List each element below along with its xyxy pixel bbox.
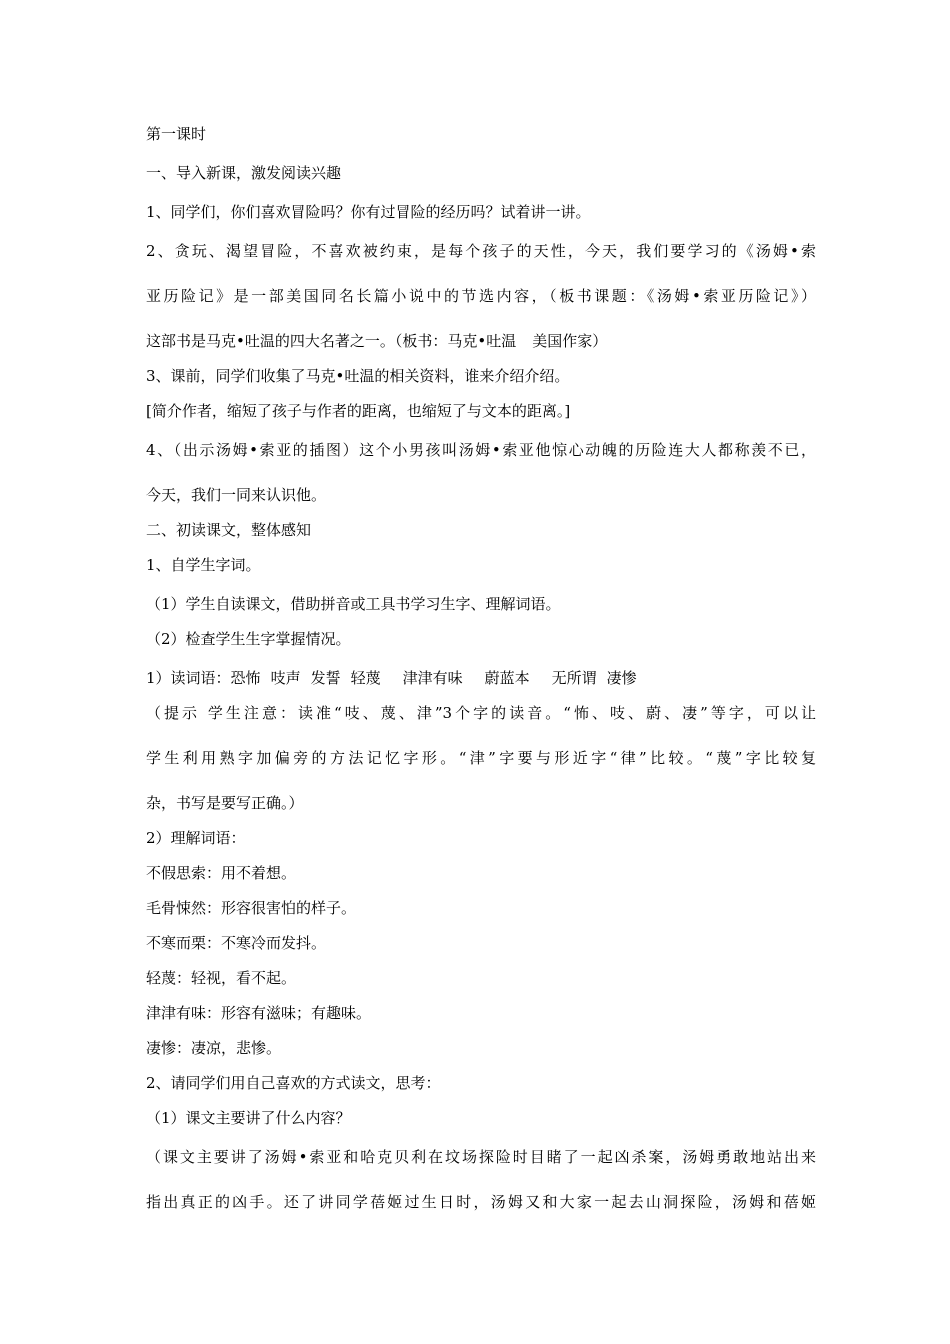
teaching-note: [简介作者，缩短了孩子与作者的距离，也缩短了与文本的距离。] bbox=[146, 402, 571, 420]
vocabulary-word: 津津有味 bbox=[402, 669, 463, 687]
paragraph: 2、贪玩、渴望冒险，不喜欢被约束，是每个孩子的天性，今天，我们要学习的《汤姆•索 bbox=[146, 242, 816, 260]
paragraph: 亚历险记》是一部美国同名长篇小说中的节选内容，（板书课题：《汤姆•索亚历险记》） bbox=[146, 287, 816, 305]
definition: 轻蔑：轻视，看不起。 bbox=[146, 969, 297, 987]
teaching-tip: （提示 学生注意：读准“吱、蔑、津”3个字的读音。“怖、吱、蔚、凄”等字，可以让 bbox=[146, 704, 816, 722]
vocabulary-word: 蔚蓝本 bbox=[484, 669, 530, 687]
section-heading-reading: 二、初读课文，整体感知 bbox=[146, 521, 312, 539]
definition: 毛骨悚然：形容很害怕的样子。 bbox=[146, 899, 357, 917]
definition: 不假思索：用不着想。 bbox=[146, 864, 297, 882]
paragraph-text: 这部书是马克•吐温的四大名著之一。（板书：马克•吐温 bbox=[146, 332, 517, 350]
definition: 津津有味：形容有滋味；有趣味。 bbox=[146, 1004, 372, 1022]
teaching-tip: 学生利用熟字加偏旁的方法记忆字形。“津”字要与形近字“律”比较。“蔑”字比较复 bbox=[146, 749, 816, 767]
paragraph: 3、课前，同学们收集了马克•吐温的相关资料，谁来介绍介绍。 bbox=[146, 367, 570, 385]
document-body bbox=[146, 124, 816, 1213]
vocabulary-word: 凄惨 bbox=[606, 669, 637, 687]
lesson-title: 第一课时 bbox=[146, 125, 207, 143]
definition: 不寒而栗：不寒冷而发抖。 bbox=[146, 934, 327, 952]
vocabulary-label: 1）读词语： bbox=[146, 669, 231, 687]
paragraph bbox=[146, 331, 816, 352]
vocabulary-list bbox=[146, 668, 816, 689]
definition: 凄惨：凄凉，悲惨。 bbox=[146, 1039, 282, 1057]
vocabulary-word: 轻蔑 bbox=[350, 669, 381, 687]
vocabulary-word: 吱声 bbox=[270, 669, 301, 687]
section-heading-intro: 一、导入新课，激发阅读兴趣 bbox=[146, 164, 342, 182]
question: （1）课文主要讲了什么内容？ bbox=[146, 1109, 351, 1127]
paragraph: 1、同学们，你们喜欢冒险吗？你有过冒险的经历吗？试着讲一讲。 bbox=[146, 203, 591, 221]
paragraph-text: 美国作家） bbox=[532, 332, 608, 350]
list-item: 1、自学生字词。 bbox=[146, 556, 261, 574]
list-item: （2）检查学生生字掌握情况。 bbox=[146, 630, 351, 648]
answer: （课文主要讲了汤姆•索亚和哈克贝利在坟场探险时目睹了一起凶杀案，汤姆勇敢地站出来 bbox=[146, 1148, 816, 1166]
vocabulary-word: 发誓 bbox=[310, 669, 341, 687]
list-item: 2、请同学们用自己喜欢的方式读文，思考： bbox=[146, 1074, 441, 1092]
teaching-tip: 杂，书写是要写正确。） bbox=[146, 794, 304, 812]
paragraph: 今天，我们一同来认识他。 bbox=[146, 486, 327, 504]
list-item: （1）学生自读课文，借助拼音或工具书学习生字、理解词语。 bbox=[146, 595, 561, 613]
vocabulary-word: 无所谓 bbox=[551, 669, 597, 687]
list-item: 2）理解词语： bbox=[146, 829, 246, 847]
answer: 指出真正的凶手。还了讲同学蓓姬过生日时，汤姆又和大家一起去山洞探险，汤姆和蓓姬 bbox=[146, 1193, 816, 1211]
paragraph: 4、（出示汤姆•索亚的插图）这个小男孩叫汤姆•索亚他惊心动魄的历险连大人都称羡不已， bbox=[146, 441, 816, 459]
vocabulary-word: 恐怖 bbox=[230, 669, 261, 687]
